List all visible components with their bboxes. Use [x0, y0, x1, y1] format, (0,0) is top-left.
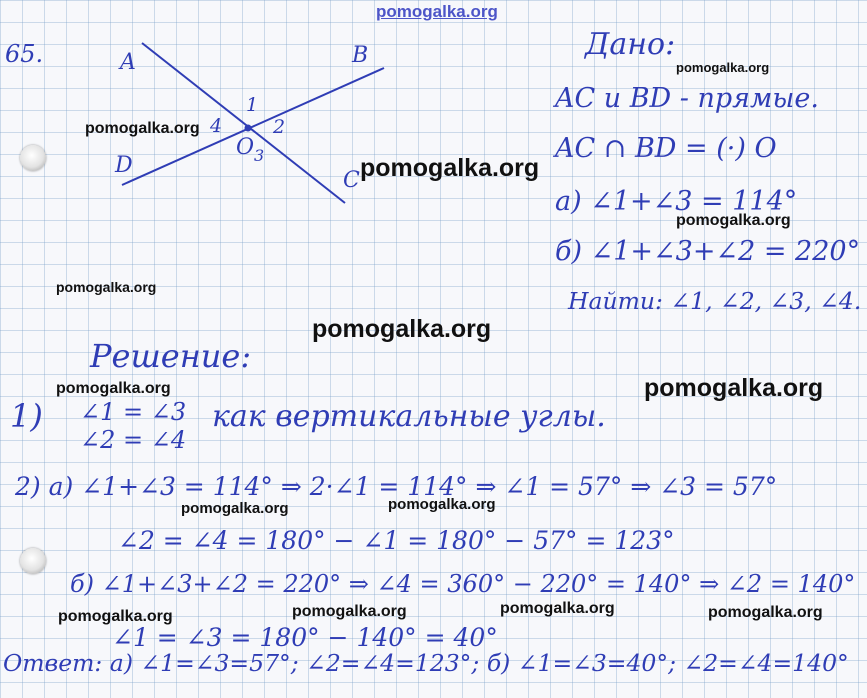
- step-1-eq-a: ∠1 = ∠3: [80, 398, 187, 426]
- watermark: pomogalka.org: [312, 315, 492, 343]
- step-1-reason: как вертикальные углы.: [212, 399, 606, 434]
- watermark: pomogalka.org: [56, 380, 171, 397]
- step-3a: б) ∠1+∠3+∠2 = 220° ⇒ ∠4 = 360° − 220° = 140° ⇒ ∠2 = 140°: [70, 570, 856, 598]
- given-line-3: а) ∠1+∠3 = 114°: [555, 186, 798, 217]
- solution-heading: Решение:: [90, 337, 252, 375]
- watermark: pomogalka.org: [85, 120, 200, 137]
- find-line: Найти: ∠1, ∠2, ∠3, ∠4.: [568, 287, 862, 315]
- angle-label-4: 4: [210, 115, 223, 137]
- watermark: pomogalka.org: [181, 500, 289, 517]
- given-line-2: AC ∩ BD = (·) O: [555, 133, 777, 164]
- label-A: A: [120, 50, 136, 75]
- step-2b: ∠2 = ∠4 = 180° − ∠1 = 180° − 57° = 123°: [118, 526, 675, 555]
- label-B: B: [352, 43, 369, 68]
- top-watermark-link[interactable]: pomogalka.org: [376, 2, 498, 21]
- watermark: pomogalka.org: [360, 154, 540, 182]
- angle-label-1: 1: [246, 94, 259, 116]
- step-1-eq-b: ∠2 = ∠4: [80, 426, 187, 454]
- label-D: D: [115, 153, 133, 178]
- step-3b: ∠1 = ∠3 = 180° − 140° = 40°: [112, 623, 498, 652]
- angle-label-2: 2: [273, 116, 286, 138]
- watermark: pomogalka.org: [644, 374, 824, 402]
- watermark: pomogalka.org: [676, 212, 791, 229]
- answer-line: Ответ: а) ∠1=∠3=57°; ∠2=∠4=123°; б) ∠1=∠3=40°; ∠2=∠4=140°: [3, 649, 849, 677]
- step-2a: 2) а) ∠1+∠3 = 114° ⇒ 2·∠1 = 114° ⇒ ∠1 = 57° ⇒ ∠3 = 57°: [15, 472, 778, 501]
- watermark: pomogalka.org: [58, 608, 173, 625]
- step-1-number: 1): [10, 397, 43, 435]
- problem-number: 65.: [5, 40, 44, 68]
- watermark: pomogalka.org: [56, 279, 157, 295]
- watermark: pomogalka.org: [676, 60, 770, 75]
- watermark: pomogalka.org: [292, 603, 407, 620]
- watermark: pomogalka.org: [388, 496, 496, 513]
- given-line-4: б) ∠1+∠3+∠2 = 220°: [555, 236, 861, 267]
- intersection-point-O: [245, 125, 252, 132]
- watermark: pomogalka.org: [708, 604, 823, 621]
- label-C: C: [343, 168, 360, 193]
- watermark: pomogalka.org: [500, 600, 615, 617]
- given-heading: Дано:: [585, 27, 676, 62]
- angle-label-3: 3: [254, 146, 265, 165]
- given-line-1: AC и BD - прямые.: [555, 83, 819, 114]
- label-O: O: [236, 135, 255, 160]
